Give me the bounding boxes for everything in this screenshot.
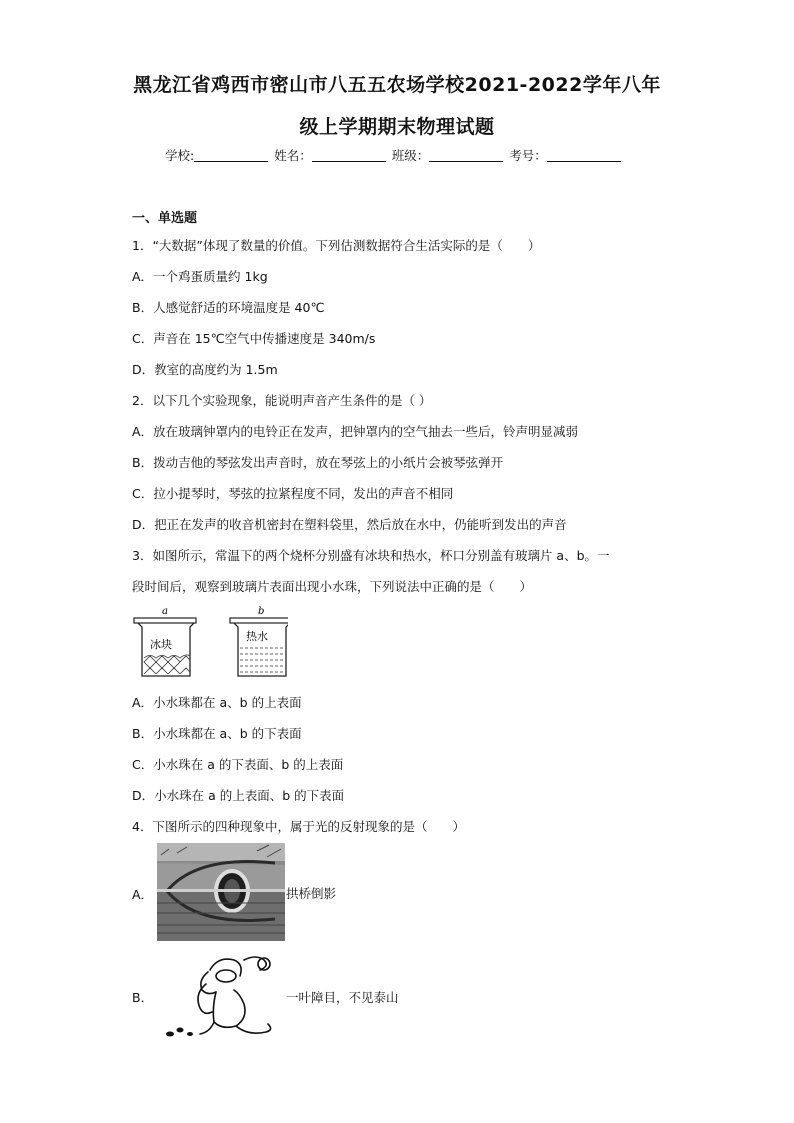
question-3-option-d: D．小水珠在 a 的上表面、b 的下表面 [132, 788, 345, 803]
question-2-stem: 2．以下几个实验现象，能说明声音产生条件的是（ ） [132, 393, 432, 408]
hot-water-label: 热水 [246, 630, 268, 643]
arch-bridge-reflection-image [157, 843, 285, 941]
ice-cubes-pattern [144, 655, 190, 674]
name-blank[interactable] [312, 149, 386, 162]
question-4-stem: 4．下图所示的四种现象中，属于光的反射现象的是（ ） [132, 819, 465, 834]
question-2-option-d: D．把正在发声的收音机密封在塑料袋里，然后放在水中，仍能听到发出的声音 [132, 517, 567, 532]
question-3-option-c: C．小水珠在 a 的下表面、b 的上表面 [132, 757, 344, 772]
question-4-option-a-letter: A． [132, 887, 154, 902]
question-4-option-b-letter: B． [132, 990, 154, 1005]
ice-label: 冰块 [150, 638, 172, 651]
beaker-a [134, 606, 196, 676]
question-2-option-b: B．拨动吉他的琴弦发出声音时，放在琴弦上的小纸片会被琴弦弹开 [132, 455, 504, 470]
question-4-option-b-caption: 一叶障目，不见泰山 [286, 990, 399, 1005]
exam-number-label: 考号： [509, 148, 547, 163]
question-3-stem-line-1: 3．如图所示，常温下的两个烧杯分别盛有冰块和热水，杯口分别盖有玻璃片 a、b。一 [132, 548, 610, 563]
class-blank[interactable] [429, 149, 503, 162]
question-4-option-a-caption: 拱桥倒影 [286, 886, 337, 901]
question-3-option-a: A．小水珠都在 a、b 的上表面 [132, 695, 302, 710]
question-1-stem: 1．“大数据”体现了数量的价值。下列估测数据符合生活实际的是（ ） [132, 238, 541, 253]
glass-label-a: a [162, 606, 168, 617]
question-1-option-c: C．声音在 15℃空气中传播速度是 340m/s [132, 331, 376, 346]
question-1-option-d: D．教室的高度约为 1.5m [132, 362, 278, 377]
water-pattern [240, 648, 284, 672]
school-blank[interactable] [194, 149, 268, 162]
exam-number-blank[interactable] [547, 149, 621, 162]
name-label: 姓名： [274, 148, 312, 163]
question-1-option-a: A．一个鸡蛋质量约 1kg [132, 269, 268, 284]
school-label: 学校: [165, 148, 195, 163]
class-label: 班级： [391, 148, 430, 163]
question-2-option-a: A．放在玻璃钟罩内的电铃正在发声，把钟罩内的空气抽去一些后，铃声明显减弱 [132, 424, 579, 439]
question-3-option-b: B．小水珠都在 a、b 的下表面 [132, 726, 302, 741]
question-2-option-c: C．拉小提琴时，琴弦的拉紧程度不同，发出的声音不相同 [132, 486, 454, 501]
beaker-b [230, 606, 288, 676]
student-info-row [165, 146, 623, 164]
glass-label-b: b [258, 606, 265, 617]
beakers-figure [128, 604, 288, 684]
glass-plate-b [230, 618, 288, 623]
section-title: 一、单选题 [132, 211, 198, 226]
question-1-option-b: B．人感觉舒适的环境温度是 40℃ [132, 300, 325, 315]
exam-title-line-1: 黑龙江省鸡西市密山市八五五农场学校2021-2022学年八年 [133, 74, 661, 96]
leaf-covering-eyes-image [160, 950, 284, 1042]
exam-title-line-2: 级上学期期末物理试题 [299, 116, 495, 138]
glass-plate-a [134, 618, 196, 623]
question-3-stem-line-2: 段时间后，观察到玻璃片表面出现小水珠，下列说法中正确的是（ ） [132, 579, 533, 594]
